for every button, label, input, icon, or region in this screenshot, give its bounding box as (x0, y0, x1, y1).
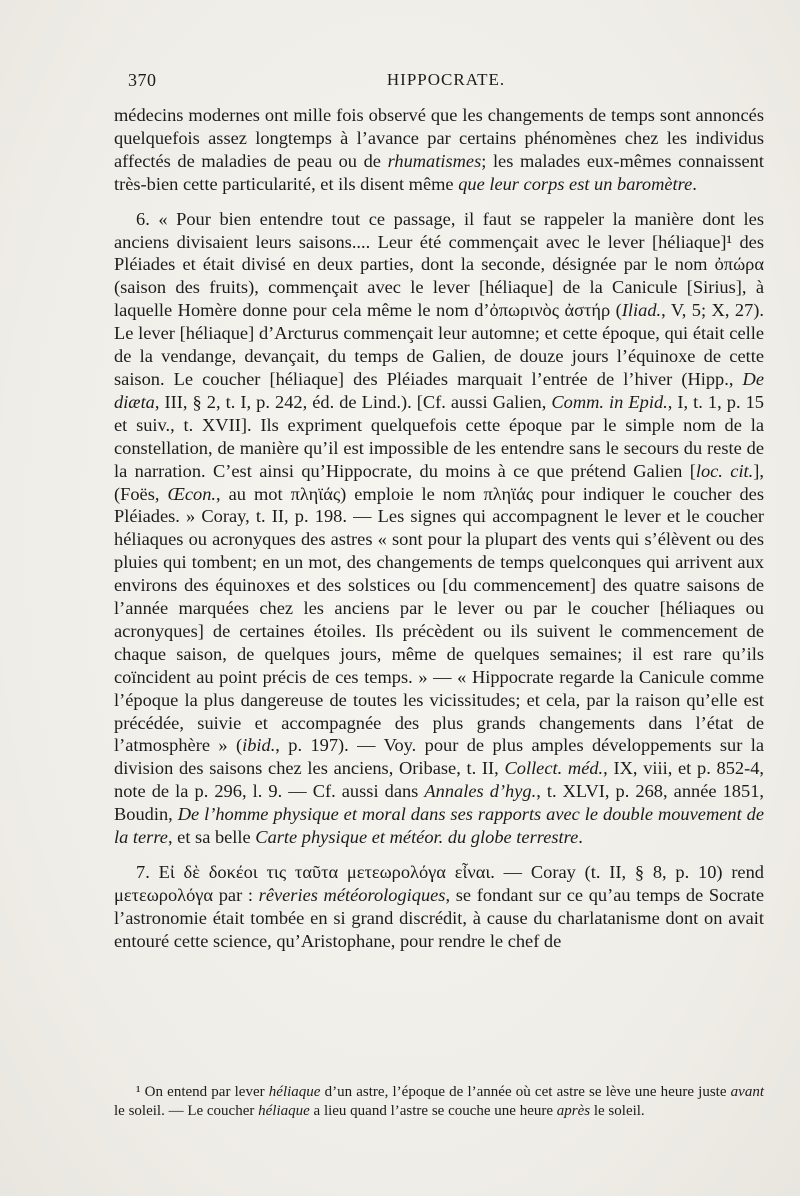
text-run: . (692, 173, 697, 194)
italic-text: rhumatismes (387, 150, 482, 171)
text-run: , I, t. 1, p. 15 et suiv., t. XVII]. Ils expriment quelquefois cette époque par le simple nom de la constellation, de manière qu’il est impossible de les entendre sans le secours du reste de la narration. C’est ainsi qu’Hippocrate, du moins à ce que prétend Galien [ (114, 391, 764, 481)
italic-text: Carte physique et météor. du globe terrestre (255, 827, 579, 848)
text-run: , au mot πληϊάς) emploie le nom πληϊάς pour indiquer le coucher des Pléiades. » Coray, t. II, p. 198. — Les signes qui accompagnent le lever et le coucher héliaques ou acronyques des astres « sont pour la plupart des vents qui s’élèvent ou des pluies qui tombent; en un mot, des changements de temps quelconques qui arrivent aux environs des équinoxes et des solstices ou [du commencement] des quatre saisons de l’année marquées chez les anciens par le lever ou par le coucher [héliaques ou acronyques] de certaines étoiles. Ils précèdent ou ils suivent le commencement de chaque saison, de quelques jours, même de quelques semaines; il est rare qu’ils coïncident au point précis de ces temps. » — « Hippocrate regarde la Canicule comme l’époque la plus dangereuse de toutes les vicissitudes; et cela, par la raison qu’elle est précédée, suivie et accompagnée des plus grands changements dans l’état de l’atmosphère » ( (114, 483, 765, 756)
italic-text: Comm. in Epid. (551, 391, 668, 412)
italic-text: héliaque (268, 1084, 321, 1100)
text-run: 6. « Pour bien entendre tout ce passage, il faut se rappeler la manière dont les anciens divisaient leurs saisons.... Leur été commençait avec le lever [héliaque]¹ des Pléiades et était divisé en deux parties, dont la seconde, désignée par le nom ὀπώρα (saison des fruits), commençait avec le lever [héliaque] de la Canicule [Sirius], à laquelle Homère donne pour cela même le nom d’ὀπωρινὸς ἀστήρ ( (114, 208, 764, 321)
text-run: médecins modernes ont mille fois observé que les changements de temps sont annoncés quelquefois assez longtemps à l’avance par certains phénomènes chez les individus affectés de maladies de peau ou de (114, 105, 764, 171)
text-run: d’un astre, l’époque de l’année où cet astre se lève une heure juste (320, 1084, 731, 1100)
text-run: , se fondant sur ce qu’au temps de Socrate l’astronomie était tombée en si grand discrédit, à cause du charlatanisme dont on avait entouré cette science, qu’Aristophane, pour rendre le chef de (114, 884, 765, 951)
text-run: a lieu quand l’astre se couche une heure (309, 1103, 557, 1119)
italic-text: De l’homme physique et moral dans ses rapports avec le double mouvement de la terre (114, 804, 764, 848)
body-text (114, 104, 764, 953)
running-title: HIPPOCRATE. (386, 70, 506, 89)
italic-text: De diæta (114, 368, 764, 412)
italic-text: Annales d’hyg. (424, 781, 537, 802)
text-run: , III, § 2, t. I, p. 242, éd. de Lind.). [Cf. aussi Galien, (154, 391, 552, 412)
footnotes (114, 1083, 764, 1121)
text-run: ¹ On entend par lever (136, 1084, 269, 1100)
page-number: 370 (128, 70, 157, 90)
text-run: le soleil. (590, 1103, 645, 1119)
italic-text: héliaque (258, 1103, 310, 1119)
italic-text: que leur corps est un baromètre (458, 173, 693, 194)
text-run: , et sa belle (167, 827, 256, 848)
text-run: le soleil. — Le coucher (114, 1103, 259, 1119)
text-run: . (578, 827, 583, 848)
italic-text: ibid. (242, 735, 276, 756)
italic-text: loc. cit. (695, 460, 754, 481)
italic-text: après (556, 1103, 591, 1119)
text-run: , p. 197). — Voy. pour de plus amples développements sur la division des saisons chez les anciens, Oribase, t. II, (114, 735, 764, 779)
paragraph-continuation (114, 104, 764, 196)
text-run: 7. Εἰ δὲ δοκέοι τις ταῦτα μετεωρολόγα εἶναι. — Coray (t. II, § 8, p. 10) rend μετεωρολόγα par : (114, 862, 764, 905)
italic-text: Iliad. (621, 300, 662, 321)
paragraph-note-7 (114, 861, 764, 953)
italic-text: avant (730, 1084, 764, 1100)
text-run: , V, 5; X, 27). Le lever [héliaque] d’Arcturus commençait leur automne; et cette époque, qui était celle de la vendange, devançait, du temps de Galien, de douze jours l’équinoxe de cette saison. Le coucher [héliaque] des Pléiades marquait l’entrée de l’hiver (Hipp., (114, 300, 764, 389)
text-run: ], (Foës, (114, 460, 765, 504)
text-run: , t. XLVI, p. 268, année 1851, Boudin, (114, 781, 764, 825)
text-run: , IX, viii, et p. 852-4, note de la p. 296, l. 9. — Cf. aussi dans (114, 758, 765, 802)
italic-text: rêveries météorologiques (258, 884, 446, 905)
text-run: ; les malades eux-mêmes connaissent très-bien cette particularité, et ils disent même (114, 150, 764, 194)
italic-text: Collect. méd. (504, 758, 604, 779)
paragraph-note-6 (114, 208, 764, 849)
footnote-1 (114, 1083, 764, 1121)
page-header (128, 70, 764, 96)
italic-text: Œcon. (167, 483, 216, 504)
